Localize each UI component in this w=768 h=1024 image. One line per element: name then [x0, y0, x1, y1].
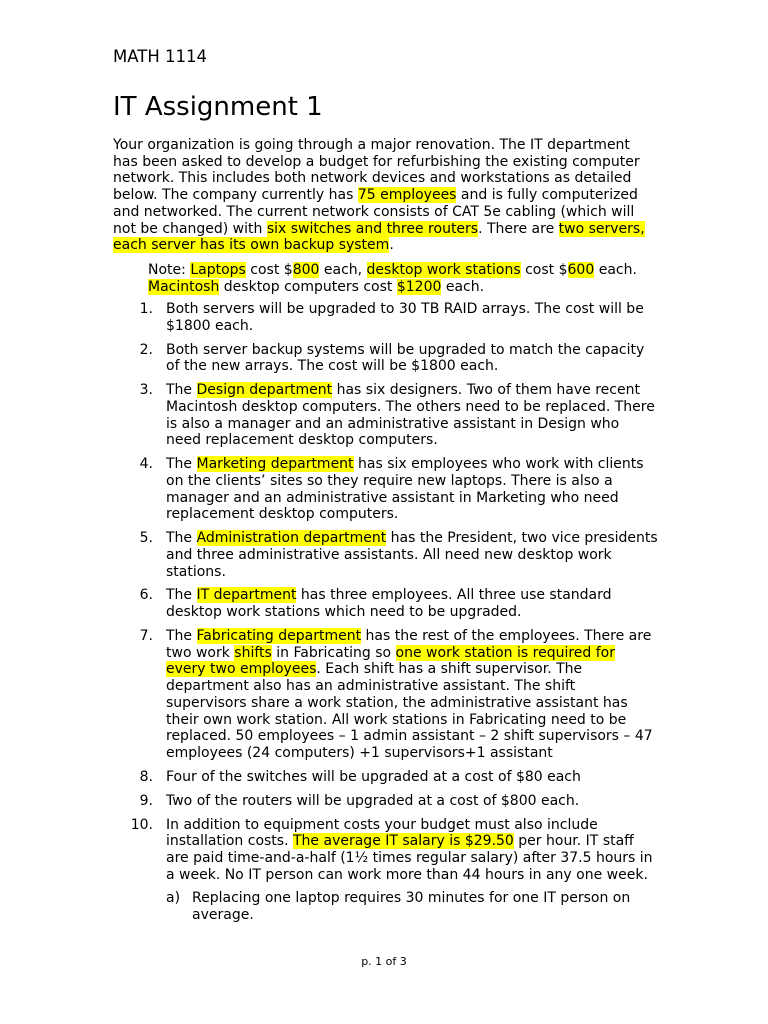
- text-run: The: [166, 382, 197, 399]
- sub-item-letter: a): [166, 890, 181, 907]
- list-item: [113, 817, 658, 924]
- highlighted-text: Design department: [196, 382, 333, 399]
- list-item: [113, 587, 658, 620]
- highlighted-text: IT department: [196, 587, 297, 604]
- text-run: has the rest of the employees. There are two work: [166, 628, 652, 661]
- sub-list: [166, 890, 658, 923]
- item-text: [166, 817, 653, 883]
- page-number: p. 1 of 3: [361, 955, 407, 968]
- price-note: [148, 262, 658, 295]
- highlighted-text: two servers, each server has its own backup system: [113, 220, 645, 254]
- text-run: The: [166, 628, 197, 645]
- list-item: [113, 793, 658, 810]
- item-text: [166, 301, 644, 334]
- text-run: cost $: [245, 262, 293, 278]
- highlighted-text: Macintosh: [148, 278, 220, 295]
- text-run: Four of the switches will be upgraded at a cost of $80 each: [166, 768, 581, 785]
- item-number: 5.: [139, 530, 153, 547]
- text-run: Note:: [148, 262, 191, 278]
- highlighted-text: one work station is required for every two employees: [166, 644, 616, 678]
- text-run: Both server backup systems will be upgraded to match the capacity of the new arrays. The cost will be $1800 each.: [166, 341, 645, 375]
- text-run: In addition to equipment costs your budget must also include installation costs.: [166, 816, 598, 850]
- item-number: 7.: [139, 628, 153, 645]
- highlighted-text: $1200: [396, 278, 442, 295]
- text-run: each.: [594, 262, 637, 278]
- text-run: The: [166, 587, 197, 604]
- text-run: Both servers will be upgraded to 30 TB RAID arrays. The cost will be $1800 each.: [166, 301, 644, 334]
- course-code: MATH 1114: [113, 47, 207, 66]
- sub-item-text: Replacing one laptop requires 30 minutes for one IT person on average.: [192, 890, 631, 924]
- text-run: cost $: [520, 262, 568, 278]
- text-run: has the President, two vice presidents and three administrative assistants. All need new desktop work stations.: [166, 530, 658, 580]
- text-run: The: [166, 530, 197, 547]
- text-run: . There are: [478, 220, 559, 237]
- list-item: [113, 342, 658, 375]
- item-text: [166, 769, 581, 785]
- item-number: 4.: [139, 456, 153, 473]
- list-item: [113, 769, 658, 786]
- text-run: desktop computers cost: [219, 278, 397, 295]
- item-number: 8.: [139, 768, 153, 785]
- list-item: [113, 456, 658, 523]
- text-run: The: [166, 456, 197, 473]
- highlighted-text: Marketing department: [196, 456, 354, 473]
- assignment-title: IT Assignment 1: [113, 92, 323, 122]
- item-number: 3.: [139, 382, 153, 399]
- intro-paragraph: [113, 137, 658, 254]
- highlighted-text: desktop work stations: [366, 262, 521, 278]
- text-run: each,: [319, 262, 367, 278]
- highlighted-text: Administration department: [196, 530, 387, 547]
- item-number: 1.: [139, 301, 153, 317]
- text-run: and is fully computerized and networked. The current network consists of CAT 5e cabling (which will not be changed) with: [113, 187, 638, 237]
- list-item: [113, 301, 658, 334]
- highlighted-text: The average IT salary is $29.50: [293, 833, 514, 850]
- item-number: 6.: [139, 587, 153, 604]
- highlighted-text: 600: [567, 262, 595, 278]
- text-run: has six designers. Two of them have recent Macintosh desktop computers. The others need to be replaced. There is also a manager and an administrative assistant in Design who need replacement desktop computers.: [166, 382, 655, 449]
- item-text: [166, 382, 655, 448]
- list-item: [113, 628, 658, 762]
- item-text: [166, 587, 612, 620]
- highlighted-text: 800: [292, 262, 320, 278]
- highlighted-text: six switches and three routers: [266, 220, 479, 237]
- sub-list-item: [166, 890, 658, 923]
- highlighted-text: Laptops: [190, 262, 246, 278]
- text-run: in Fabricating so: [271, 644, 396, 661]
- text-run: .: [389, 237, 394, 254]
- requirements-list: [113, 301, 658, 931]
- item-text: [166, 793, 579, 809]
- text-run: Two of the routers will be upgraded at a cost of $800 each.: [166, 792, 580, 809]
- text-run: . Each shift has a shift supervisor. The department also has an administrative assistant. The shift supervisors share a work station, the administrative assistant has their own work station. All work stations in Fabricating need to be replaced. 50 employees – 1 admin assistant – 2 shift supervisors – 47 employees (24 computers) +1 supervisors+1 assistant: [166, 661, 653, 761]
- list-item: [113, 530, 658, 580]
- item-text: [166, 530, 658, 579]
- item-text: [166, 456, 644, 522]
- list-item: [113, 382, 658, 449]
- text-run: per hour. IT staff are paid time-and-a-half (1½ times regular salary) after 37.5 hours in a week. No IT person can work more than 44 hours in any one week.: [166, 833, 653, 883]
- text-run: each.: [441, 278, 485, 295]
- item-text: [166, 628, 653, 761]
- highlighted-text: shifts: [234, 644, 272, 661]
- item-number: 10.: [130, 816, 153, 833]
- item-number: 9.: [139, 792, 153, 809]
- item-number: 2.: [139, 341, 153, 358]
- text-run: has three employees. All three use standard desktop work stations which need to be upgraded.: [166, 587, 612, 621]
- highlighted-text: Fabricating department: [196, 628, 362, 645]
- text-run: Your organization is going through a major renovation. The IT department has been asked to develop a budget for refurbishing the existing computer network. This includes both network devices and workstations as detailed below. The company currently has: [113, 137, 640, 204]
- text-run: has six employees who work with clients on the clients’ sites so they require new laptops. There is also a manager and an administrative assistant in Marketing who need replacement desktop computers.: [166, 456, 644, 523]
- item-text: [166, 342, 644, 375]
- highlighted-text: 75 employees: [357, 187, 457, 204]
